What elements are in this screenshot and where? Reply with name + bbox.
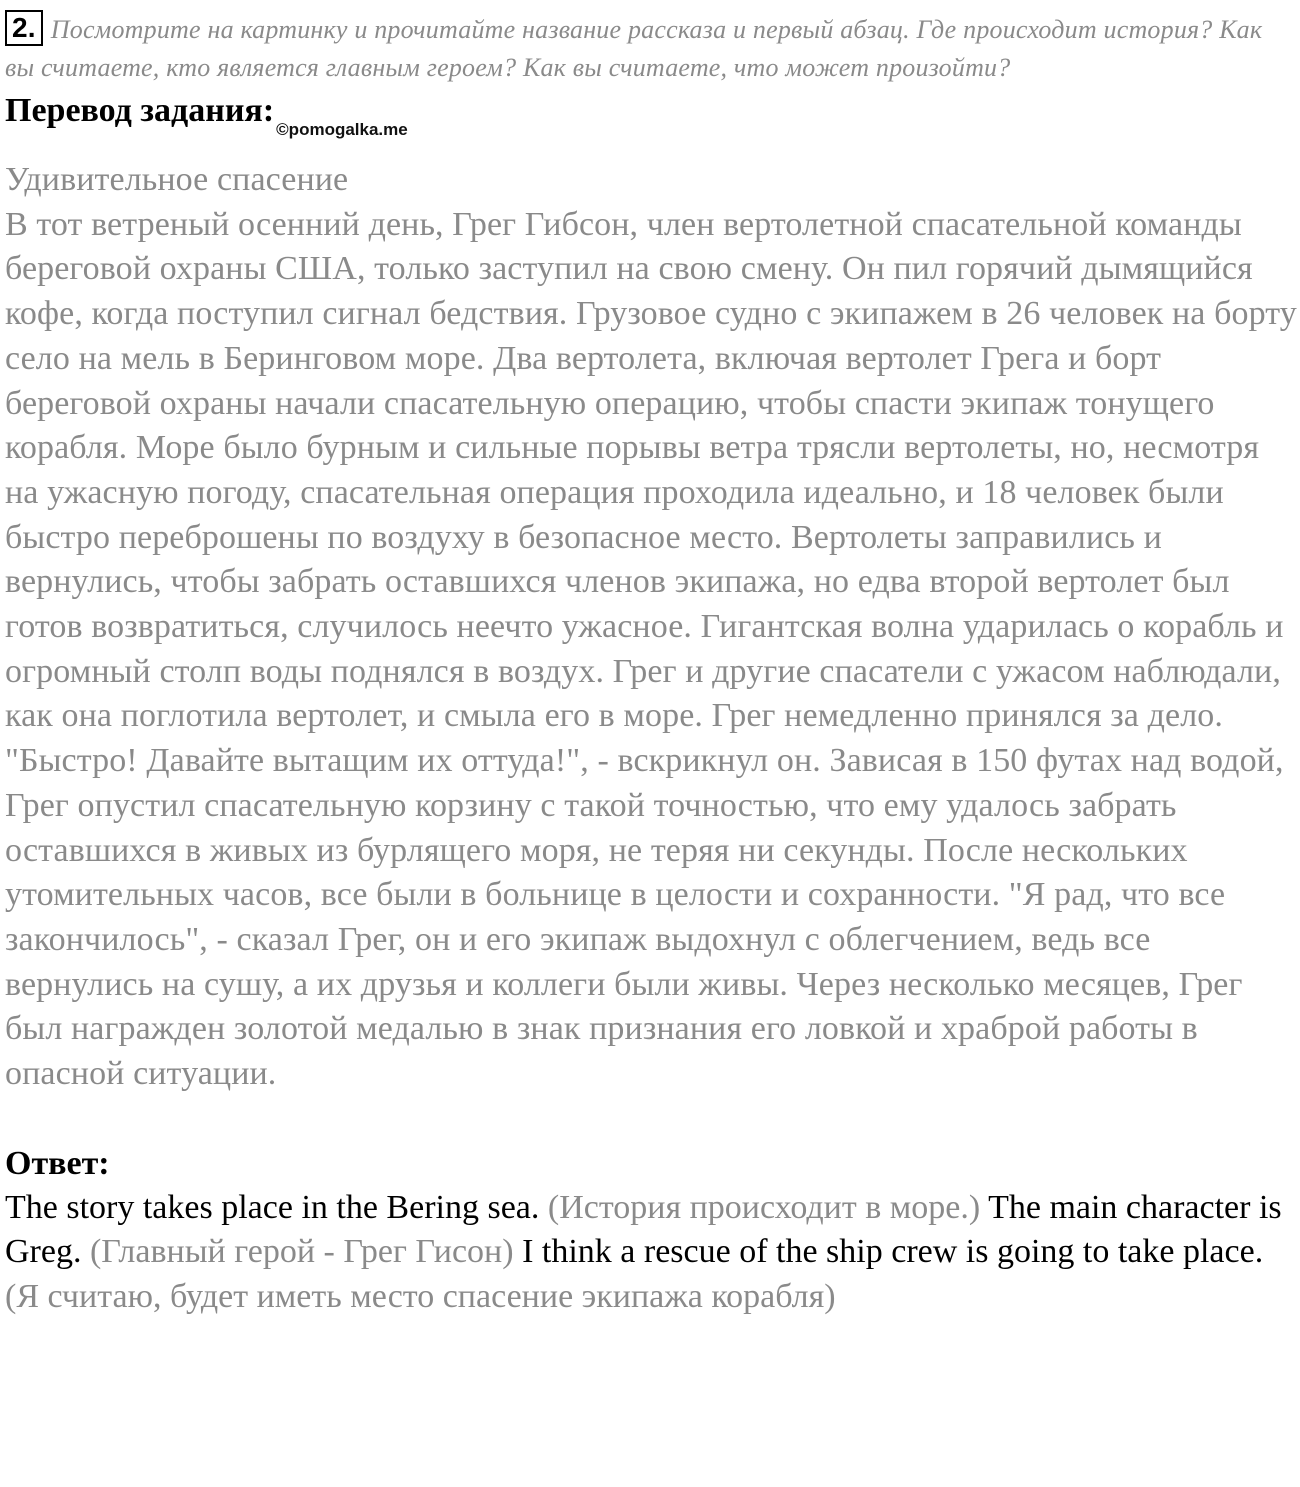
answer-sentence-1: The story takes place in the Bering sea. bbox=[5, 1188, 540, 1226]
translation-heading-text: Перевод задания: bbox=[5, 92, 275, 129]
answer-sentence-2: The main character is Greg. bbox=[5, 1188, 1282, 1271]
answer-body bbox=[5, 1186, 1297, 1320]
story-body: В тот ветреный осенний день, Грег Гибсон, член вертолетной спасательной команды береговой охраны США, только заступил на свою смену. Он пил горячий дымящийся кофе, когда поступил сигнал бедствия. Грузовое судно с экипажем в 26 человек на борту село на мель в Беринговом море. Два вертолета, включая вертолет Грега и борт береговой охраны начали спасательную операцию, чтобы спасти экипаж тонущего корабля. Море было бурным и сильные порывы ветра трясли вертолеты, но, несмотря на ужасную погоду, спасательная операция проходила идеально, и 18 человек были быстро переброшены по воздуху в безопасное место. Вертолеты заправились и вернулись, чтобы забрать оставшихся членов экипажа, но едва второй вертолет был готов возвратиться, случилось неечто ужасное. Гигантская волна ударилась о корабль и огромный столп воды поднялся в воздух. Грег и другие спасатели с ужасом наблюдали, как она поглотила вертолет, и смыла его в море. Грег немедленно принялся за дело. "Быстро! Давайте вытащим их оттуда!", - вскрикнул он. Зависая в 150 футах над водой, Грег опустил спасательную корзину с такой точностью, что ему удалось забрать оставшихся в живых из бурлящего моря, не теряя ни секунды. После нескольких утомительных часов, все были в больнице в целости и сохранности. "Я рад, что все закончилось", - сказал Грег, он и его экипаж выдохнул с облегчением, ведь все вернулись на сушу, а их друзья и коллеги были живы. Через несколько месяцев, Грег был награжден золотой медалью в знак признания его ловкой и храброй работы в опасной ситуации. bbox=[5, 205, 1297, 1093]
answer-sentence-3: I think a rescue of the ship crew is going to take place. bbox=[522, 1233, 1264, 1271]
answer-translation-1: (История происходит в море.) bbox=[547, 1188, 981, 1226]
answer-translation-3: (Я считаю, будет иметь место спасение экипажа корабля) bbox=[5, 1278, 836, 1316]
task-number: 2. bbox=[5, 10, 43, 46]
answer-translation-2: (Главный герой - Грег Гисон) bbox=[89, 1233, 514, 1271]
task-text: Посмотрите на картинку и прочитайте название рассказа и первый абзац. Где происходит история? Как вы считаете, кто является главным героем? Как вы считаете, что может произойти? bbox=[5, 15, 1263, 82]
answer-heading: Ответ: bbox=[5, 1144, 110, 1182]
story-translation bbox=[5, 158, 1297, 1097]
page bbox=[5, 10, 1297, 1320]
translation-heading bbox=[5, 91, 1297, 150]
task-instruction bbox=[5, 10, 1297, 87]
story-title: Удивительное спасение bbox=[5, 161, 349, 198]
watermark: ©pomogalka.me bbox=[276, 120, 408, 139]
